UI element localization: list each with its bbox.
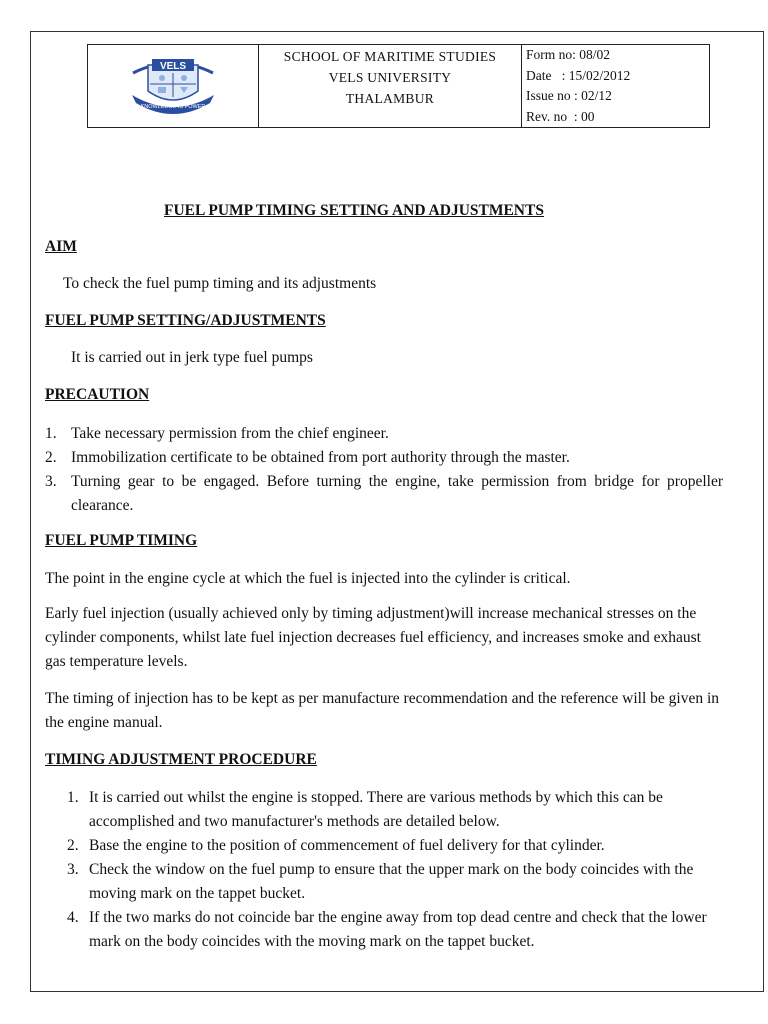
logo-cell <box>88 45 259 128</box>
vels-logo <box>118 49 228 119</box>
document-title: FUEL PUMP TIMING SETTING AND ADJUSTMENTS <box>164 202 544 219</box>
list-item: 2. Immobilization certificate to be obtained from port authority through the master. <box>45 449 570 466</box>
meta-date <box>526 66 709 87</box>
meta-label: Issue no <box>526 88 571 103</box>
procedure-heading: TIMING ADJUSTMENT PROCEDURE <box>45 751 317 768</box>
timing-paragraph-2: Early fuel injection (usually achieved only by timing adjustment)will increase mechanical stresses on the cylinder components, whilst late fuel injection decreases fuel efficiency, and increases smoke and exhaust gas temperature levels. <box>45 605 701 670</box>
meta-rev-no <box>526 107 709 128</box>
meta-cell <box>522 45 710 128</box>
timing-paragraph-1: The point in the engine cycle at which the fuel is injected into the cylinder is critical. <box>45 570 571 587</box>
timing-heading: FUEL PUMP TIMING <box>45 532 198 549</box>
list-item: 3. Turning gear to be engaged. Before turning the engine, take permission from bridge for propeller clearance. <box>45 473 723 514</box>
university-name: VELS UNIVERSITY <box>328 70 452 85</box>
setting-heading: FUEL PUMP SETTING/ADJUSTMENTS <box>45 312 326 329</box>
logo-text: VELS <box>159 60 187 72</box>
list-item: 3. Check the window on the fuel pump to ensure that the upper mark on the body coincides with the moving mark on the tappet bucket. <box>67 861 694 902</box>
meta-label: Rev. no <box>526 108 568 124</box>
timing-paragraph-3: The timing of injection has to be kept as per manufacture recommendation and the reference will be given in the engine manual. <box>45 690 720 731</box>
precaution-list <box>45 422 723 518</box>
school-name: SCHOOL OF MARITIME STUDIES <box>283 49 497 64</box>
list-item: 1. Take necessary permission from the chief engineer. <box>45 425 389 442</box>
meta-issue-no <box>526 86 709 107</box>
meta-label: Date <box>526 67 552 83</box>
meta-value: : 15/02/2012 <box>551 67 631 83</box>
aim-heading: AIM <box>45 238 77 255</box>
logo-ribbon-text: KNOWLEDGE IS POWER <box>140 103 206 110</box>
meta-value: : 00 <box>567 108 595 124</box>
procedure-list <box>67 786 723 954</box>
meta-value: : 02/12 <box>570 88 612 103</box>
list-item: 1. It is carried out whilst the engine is stopped. There are various methods by which this can be accomplished and two manufacturer's methods are detailed below. <box>67 789 663 830</box>
meta-label: Form no <box>526 47 573 62</box>
meta-form-no <box>526 45 709 66</box>
setting-text: It is carried out in jerk type fuel pumps <box>71 349 313 366</box>
aim-text: To check the fuel pump timing and its adjustments <box>63 275 377 292</box>
school-cell <box>259 45 522 128</box>
list-item: 4. If the two marks do not coincide bar the engine away from top dead centre and check that the lower mark on the body coincides with the moving mark on the tappet bucket. <box>67 909 707 950</box>
header-table <box>87 44 710 128</box>
location-name: THALAMBUR <box>345 91 435 106</box>
precaution-heading: PRECAUTION <box>45 386 150 403</box>
list-item: 2. Base the engine to the position of commencement of fuel delivery for that cylinder. <box>67 837 605 854</box>
meta-value: : 08/02 <box>572 47 611 62</box>
